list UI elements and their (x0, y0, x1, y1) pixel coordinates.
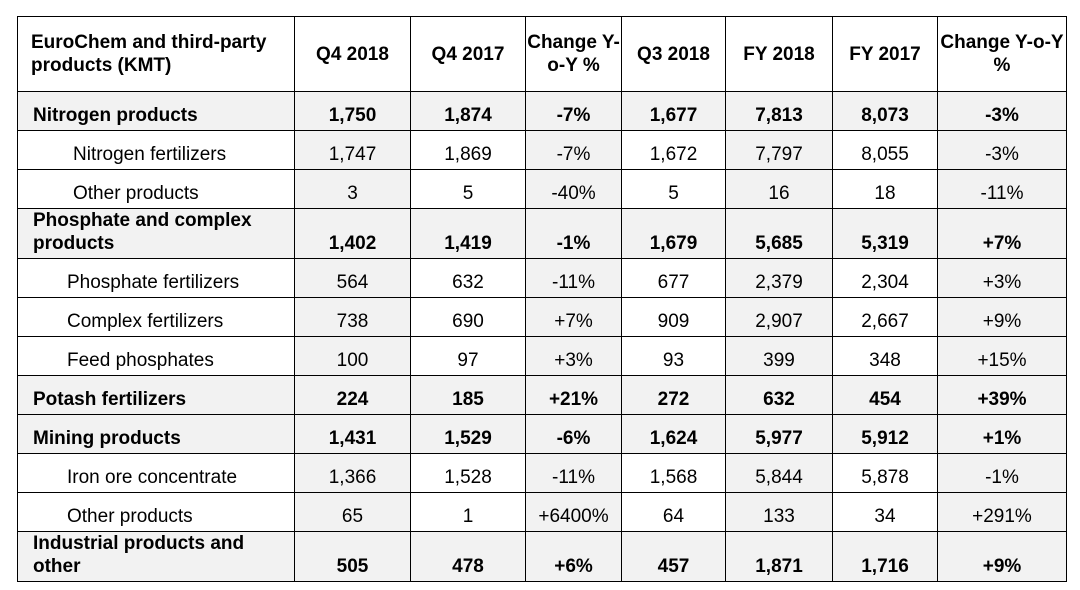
table-cell: +39% (938, 376, 1067, 415)
table-cell: -3% (938, 92, 1067, 131)
table-cell: 1,679 (622, 209, 726, 259)
table-cell: 5 (622, 170, 726, 209)
table-cell: 1,716 (833, 532, 938, 582)
table-row (18, 454, 1067, 493)
table-cell: 133 (726, 493, 833, 532)
table-row (18, 337, 1067, 376)
table-cell: 1,677 (622, 92, 726, 131)
table-row (18, 493, 1067, 532)
row-label: Nitrogen products (18, 92, 295, 131)
table-cell: +3% (938, 259, 1067, 298)
table-cell: 5 (411, 170, 526, 209)
table-cell: -7% (526, 92, 622, 131)
table-row (18, 209, 1067, 259)
row-label: Feed phosphates (18, 337, 295, 376)
table-cell: 478 (411, 532, 526, 582)
table-cell: 348 (833, 337, 938, 376)
row-label: Complex fertilizers (18, 298, 295, 337)
table-row (18, 131, 1067, 170)
table-cell: +9% (938, 532, 1067, 582)
table-cell: 1,871 (726, 532, 833, 582)
table-cell: 64 (622, 493, 726, 532)
table-cell: -11% (526, 454, 622, 493)
table-cell: 454 (833, 376, 938, 415)
table-cell: 224 (295, 376, 411, 415)
table-cell: +291% (938, 493, 1067, 532)
table-cell: 8,055 (833, 131, 938, 170)
table-cell: -1% (938, 454, 1067, 493)
table-cell: 1,366 (295, 454, 411, 493)
table-cell: 7,797 (726, 131, 833, 170)
table-cell: 5,878 (833, 454, 938, 493)
row-label: Potash fertilizers (18, 376, 295, 415)
table-row (18, 376, 1067, 415)
table-cell: 1,747 (295, 131, 411, 170)
row-label: Other products (18, 493, 295, 532)
table-cell: 1 (411, 493, 526, 532)
table-cell: 65 (295, 493, 411, 532)
table-cell: 399 (726, 337, 833, 376)
table-cell: 5,685 (726, 209, 833, 259)
table-cell: -6% (526, 415, 622, 454)
header-q3-2018: Q3 2018 (622, 17, 726, 92)
header-q4-2017: Q4 2017 (411, 17, 526, 92)
table-cell: 8,073 (833, 92, 938, 131)
table-cell: 1,624 (622, 415, 726, 454)
row-label: Nitrogen fertilizers (18, 131, 295, 170)
table-cell: 1,419 (411, 209, 526, 259)
table-row (18, 170, 1067, 209)
table-cell: 7,813 (726, 92, 833, 131)
table-cell: +9% (938, 298, 1067, 337)
table-cell: 1,529 (411, 415, 526, 454)
table-cell: 1,402 (295, 209, 411, 259)
table-cell: +21% (526, 376, 622, 415)
table-cell: 5,844 (726, 454, 833, 493)
table-cell: 1,431 (295, 415, 411, 454)
table-cell: -7% (526, 131, 622, 170)
header-fy-2018: FY 2018 (726, 17, 833, 92)
table-cell: -1% (526, 209, 622, 259)
table-cell: 93 (622, 337, 726, 376)
table-cell: 909 (622, 298, 726, 337)
table-cell: 677 (622, 259, 726, 298)
table-cell: 3 (295, 170, 411, 209)
table-cell: 457 (622, 532, 726, 582)
table-cell: -3% (938, 131, 1067, 170)
production-table (17, 16, 1067, 582)
table-cell: 2,667 (833, 298, 938, 337)
table-cell: 2,304 (833, 259, 938, 298)
row-label: Mining products (18, 415, 295, 454)
table-cell: 2,907 (726, 298, 833, 337)
table-cell: +15% (938, 337, 1067, 376)
table-cell: 632 (411, 259, 526, 298)
table-cell: +7% (526, 298, 622, 337)
table-cell: -11% (938, 170, 1067, 209)
table-cell: 272 (622, 376, 726, 415)
table-cell: 564 (295, 259, 411, 298)
header-row (18, 17, 1067, 92)
table-cell: 1,874 (411, 92, 526, 131)
table-body (18, 92, 1067, 582)
table-cell: 5,977 (726, 415, 833, 454)
header-fy-2017: FY 2017 (833, 17, 938, 92)
table-cell: +6% (526, 532, 622, 582)
table-cell: 18 (833, 170, 938, 209)
table-cell: -11% (526, 259, 622, 298)
table-cell: 632 (726, 376, 833, 415)
table-cell: 2,379 (726, 259, 833, 298)
table-row (18, 532, 1067, 582)
table-cell: 97 (411, 337, 526, 376)
table-cell: 100 (295, 337, 411, 376)
table-row (18, 259, 1067, 298)
table-cell: 185 (411, 376, 526, 415)
table-row (18, 415, 1067, 454)
table-row (18, 92, 1067, 131)
table-cell: +6400% (526, 493, 622, 532)
header-products: EuroChem and third-party products (KMT) (18, 17, 295, 92)
table-cell: -40% (526, 170, 622, 209)
table-cell: 1,869 (411, 131, 526, 170)
table-cell: +1% (938, 415, 1067, 454)
table-cell: +3% (526, 337, 622, 376)
table-cell: 34 (833, 493, 938, 532)
table-cell: +7% (938, 209, 1067, 259)
header-q4-2018: Q4 2018 (295, 17, 411, 92)
table-cell: 690 (411, 298, 526, 337)
row-label: Phosphate and complex products (18, 209, 295, 259)
table-cell: 505 (295, 532, 411, 582)
header-change-year: Change Y-o-Y % (938, 17, 1067, 92)
row-label: Phosphate fertilizers (18, 259, 295, 298)
table-cell: 1,568 (622, 454, 726, 493)
table-cell: 1,528 (411, 454, 526, 493)
table-cell: 5,912 (833, 415, 938, 454)
header-change-quarter: Change Y-o-Y % (526, 17, 622, 92)
row-label: Industrial products and other (18, 532, 295, 582)
table-cell: 5,319 (833, 209, 938, 259)
row-label: Other products (18, 170, 295, 209)
table-cell: 16 (726, 170, 833, 209)
table-row (18, 298, 1067, 337)
table-cell: 1,750 (295, 92, 411, 131)
row-label: Iron ore concentrate (18, 454, 295, 493)
table-cell: 1,672 (622, 131, 726, 170)
table-cell: 738 (295, 298, 411, 337)
